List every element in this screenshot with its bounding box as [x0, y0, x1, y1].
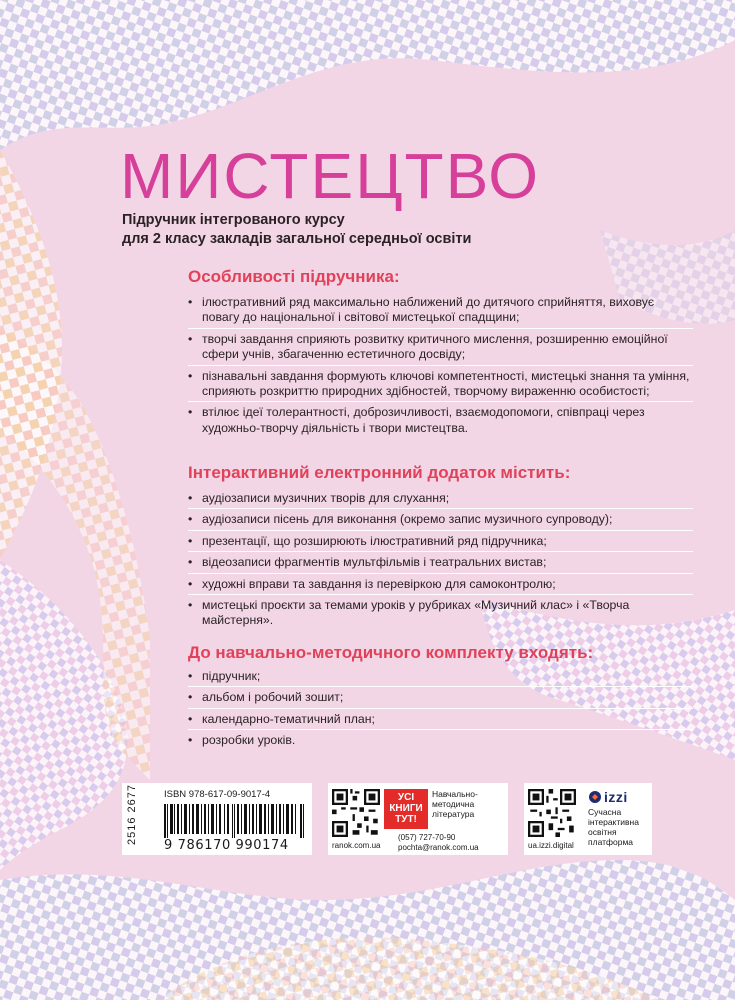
- book-subtitle: [122, 211, 682, 249]
- book-title: МИСТЕЦТВО: [120, 140, 540, 212]
- barcode-digits: 9 786170 990174: [164, 838, 289, 853]
- izzi-logo-text: izzi: [604, 789, 628, 805]
- list-item: • розробки уроків.: [188, 729, 693, 750]
- isbn-label: ISBN 978-617-09-9017-4: [164, 789, 271, 800]
- list-item: • аудіозаписи пісень для виконання (окремо запис музичного супроводу);: [188, 508, 693, 529]
- publisher-ranok-panel: [328, 783, 508, 855]
- barcode-side-digits: 2516 2677: [126, 784, 138, 845]
- ranok-email: pochta@ranok.com.ua: [398, 843, 479, 852]
- barcode-icon: [164, 804, 306, 838]
- isbn-barcode-panel: [122, 783, 312, 855]
- qr-code-icon: [528, 789, 576, 837]
- list-item: • презентації, що розширюють ілюстративний ряд підручника;: [188, 530, 693, 551]
- interactive-addon-list: [188, 488, 693, 631]
- ranok-phone: (057) 727-70-90: [398, 833, 456, 842]
- list-item: • втілює ідеї толерантності, доброзичливості, взаємодопомоги, співпраці через художньо-творчу діяльність і твори мистецтва.: [188, 401, 693, 438]
- section-heading-kit: До навчально-методичного комплекту входять:: [188, 643, 594, 662]
- ranok-website: ranok.com.ua: [332, 841, 381, 850]
- list-item: • календарно-тематичний план;: [188, 708, 693, 729]
- all-books-badge: УСІ КНИГИ ТУТ!: [384, 789, 428, 829]
- features-list: [188, 292, 693, 438]
- list-item: • творчі завдання сприяють розвитку критичного мислення, розширенню емоційної сфери учнів, збагаченню естетичного досвіду;: [188, 328, 693, 365]
- kit-list: [188, 666, 693, 751]
- qr-code-icon: [332, 789, 380, 837]
- section-heading-features: Особливості підручника:: [188, 267, 400, 286]
- section-heading-interactive-addon: Інтерактивний електронний додаток містить:: [188, 463, 571, 482]
- izzi-description: Сучасна інтерактивна освітня платформа: [588, 807, 639, 847]
- list-item: • аудіозаписи музичних творів для слухання;: [188, 488, 693, 508]
- list-item: • пізнавальні завдання формують ключові компетентності, мистецькі знання та уміння, сприяють розкриттю природних здібностей, творчому вираженню особистості;: [188, 365, 693, 402]
- list-item: • альбом і робочий зошит;: [188, 686, 693, 707]
- list-item: • відеозаписи фрагментів мультфільмів і театральних вистав;: [188, 551, 693, 572]
- izzi-platform-panel: [524, 783, 652, 855]
- list-item: • художні вправи та завдання із перевіркою для самоконтролю;: [188, 573, 693, 594]
- list-item: • мистецькі проєкти за темами уроків у рубриках «Музичний клас» і «Творча майстерня».: [188, 594, 693, 631]
- izzi-website: ua.izzi.digital: [528, 841, 574, 850]
- list-item: • підручник;: [188, 666, 693, 686]
- subtitle-line: для 2 класу закладів загальної середньої освіти: [122, 231, 472, 247]
- subtitle-line: Підручник інтегрованого курсу: [122, 212, 345, 228]
- ranok-literature-label: Навчально-методична література: [432, 789, 478, 819]
- list-item: • ілюстративний ряд максимально наближений до дитячого сприйняття, виховує повагу до національної і світової мистецької спадщини;: [188, 292, 693, 328]
